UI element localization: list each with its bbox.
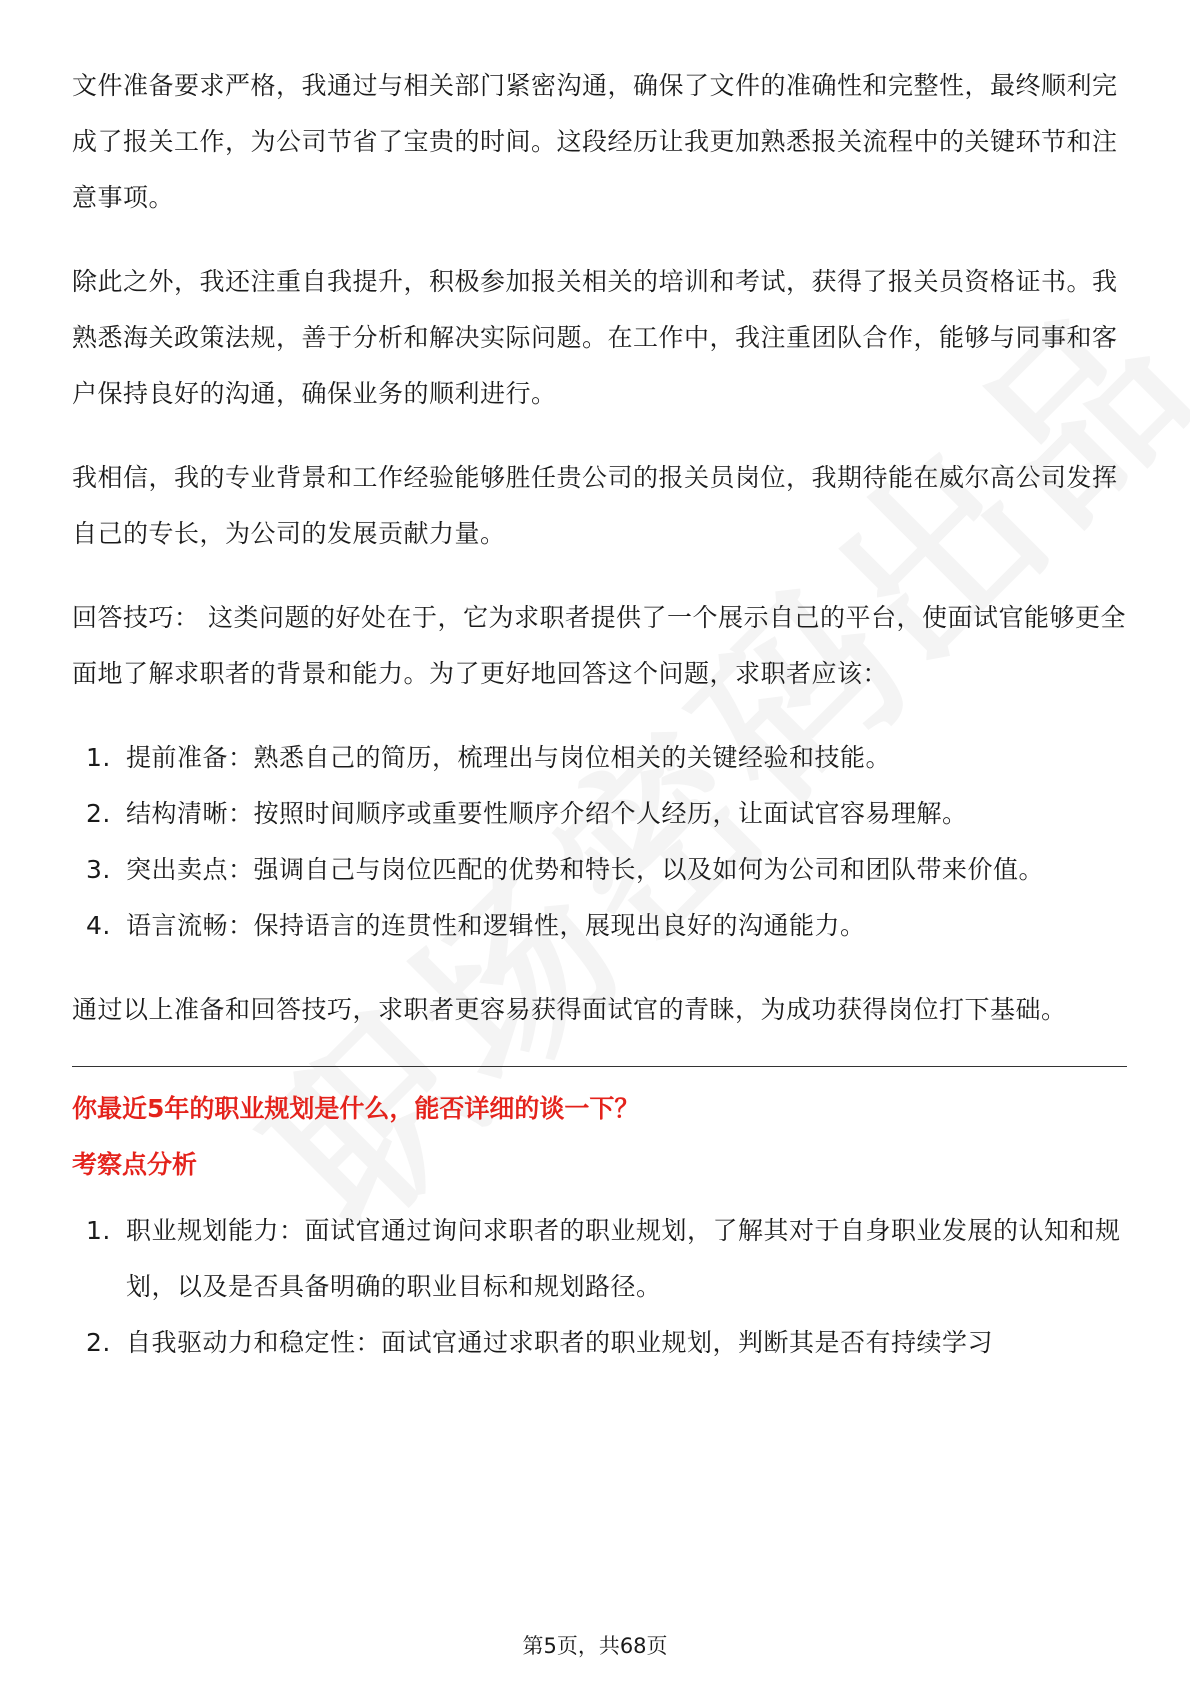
list-item-text: 自我驱动力和稳定性：面试官通过求职者的职业规划，判断其是否有持续学习 xyxy=(126,1328,994,1357)
paragraph-confidence: 我相信，我的专业背景和工作经验能够胜任贵公司的报关员岗位，我期待能在威尔高公司发挥自己的专长，为公司的发展贡献力量。 xyxy=(72,463,1118,548)
list-item xyxy=(72,898,1127,954)
tips-list xyxy=(72,730,1127,954)
list-item-text: 语言流畅：保持语言的连贯性和逻辑性，展现出良好的沟通能力。 xyxy=(126,911,866,940)
list-item-number: 4. xyxy=(86,911,111,940)
list-item xyxy=(72,786,1127,842)
list-item-text: 提前准备：熟悉自己的简历，梳理出与岗位相关的关键经验和技能。 xyxy=(126,743,892,772)
list-item-number: 2. xyxy=(86,1328,111,1357)
list-item xyxy=(72,730,1127,786)
paragraph-self-improvement: 除此之外，我还注重自我提升，积极参加报关相关的培训和考试，获得了报关员资格证书。我熟悉海关政策法规，善于分析和解决实际问题。在工作中，我注重团队合作，能够与同事和客户保持良好的沟通，确保业务的顺利进行。 xyxy=(72,267,1118,408)
list-item-number: 1. xyxy=(86,1216,111,1245)
list-item xyxy=(72,1203,1127,1315)
list-item-text: 结构清晰：按照时间顺序或重要性顺序介绍个人经历，让面试官容易理解。 xyxy=(126,799,968,828)
list-item-number: 2. xyxy=(86,799,111,828)
paragraph-answer-tips: 回答技巧： 这类问题的好处在于，它为求职者提供了一个展示自己的平台，使面试官能够更全面地了解求职者的背景和能力。为了更好地回答这个问题，求职者应该： xyxy=(72,603,1126,688)
analysis-points-list xyxy=(72,1203,1127,1371)
question-title: 你最近5年的职业规划是什么，能否详细的谈一下？ xyxy=(72,1094,640,1123)
page-number-footer: 第5页，共68页 xyxy=(522,1634,668,1658)
list-item xyxy=(72,1315,1127,1371)
question-subtitle: 考察点分析 xyxy=(72,1150,198,1179)
list-item-text: 职业规划能力：面试官通过询问求职者的职业规划，了解其对于自身职业发展的认知和规划，以及是否具备明确的职业目标和规划路径。 xyxy=(126,1216,1121,1301)
list-item-number: 3. xyxy=(86,855,111,884)
paragraph-document-prep: 文件准备要求严格，我通过与相关部门紧密沟通，确保了文件的准确性和完整性，最终顺利完成了报关工作，为公司节省了宝贵的时间。这段经历让我更加熟悉报关流程中的关键环节和注意事项。 xyxy=(72,71,1118,212)
paragraph-closing: 通过以上准备和回答技巧，求职者更容易获得面试官的青睐，为成功获得岗位打下基础。 xyxy=(72,995,1067,1024)
list-item-number: 1. xyxy=(86,743,111,772)
page-content xyxy=(72,58,1127,1399)
list-item-text: 突出卖点：强调自己与岗位匹配的优势和特长，以及如何为公司和团队带来价值。 xyxy=(126,855,1045,884)
section-divider xyxy=(72,1066,1127,1067)
list-item xyxy=(72,842,1127,898)
